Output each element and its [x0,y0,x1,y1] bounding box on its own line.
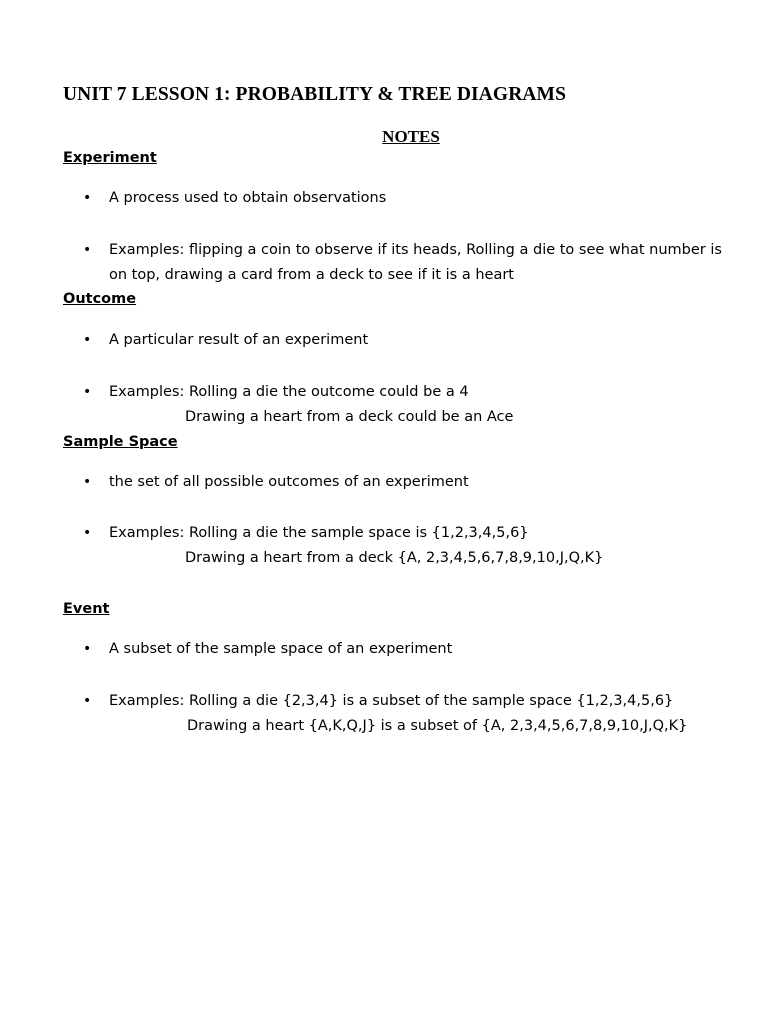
bullet-text-continued: Drawing a heart from a deck {A, 2,3,4,5,6,7,8,9,10,J,Q,K} [185,550,604,566]
bullet-dot-icon: • [83,641,92,657]
heading-outcome: Outcome [63,291,137,307]
bullet-text: Examples: Rolling a die the sample space is {1,2,3,4,5,6} [109,525,529,541]
notes-subtitle: NOTES [382,127,440,146]
bullet-text: Examples: flipping a coin to observe if its heads, Rolling a die to see what number is [109,242,722,258]
page-title: UNIT 7 LESSON 1: PROBABILITY & TREE DIAGRAMS [63,84,567,105]
heading-experiment: Experiment [63,150,157,166]
bullet-dot-icon: • [83,190,92,206]
heading-sample-space: Sample Space [63,434,178,450]
bullet-text-continued: on top, drawing a card from a deck to see if it is a heart [109,267,514,283]
bullet-dot-icon: • [83,474,92,490]
bullet-text: Examples: Rolling a die the outcome could be a 4 [109,384,469,400]
bullet-dot-icon: • [83,242,92,258]
bullet-text: A process used to obtain observations [109,190,387,206]
bullet-text: Examples: Rolling a die {2,3,4} is a subset of the sample space {1,2,3,4,5,6} [109,693,674,709]
bullet-dot-icon: • [83,384,92,400]
bullet-text: A subset of the sample space of an experiment [109,641,453,657]
heading-event: Event [63,601,110,617]
bullet-dot-icon: • [83,525,92,541]
bullet-dot-icon: • [83,693,92,709]
bullet-text: the set of all possible outcomes of an experiment [109,474,469,490]
bullet-text: A particular result of an experiment [109,332,369,348]
bullet-dot-icon: • [83,332,92,348]
bullet-text-continued: Drawing a heart from a deck could be an Ace [185,409,514,425]
bullet-text-continued: Drawing a heart {A,K,Q,J} is a subset of {A, 2,3,4,5,6,7,8,9,10,J,Q,K} [187,718,688,734]
